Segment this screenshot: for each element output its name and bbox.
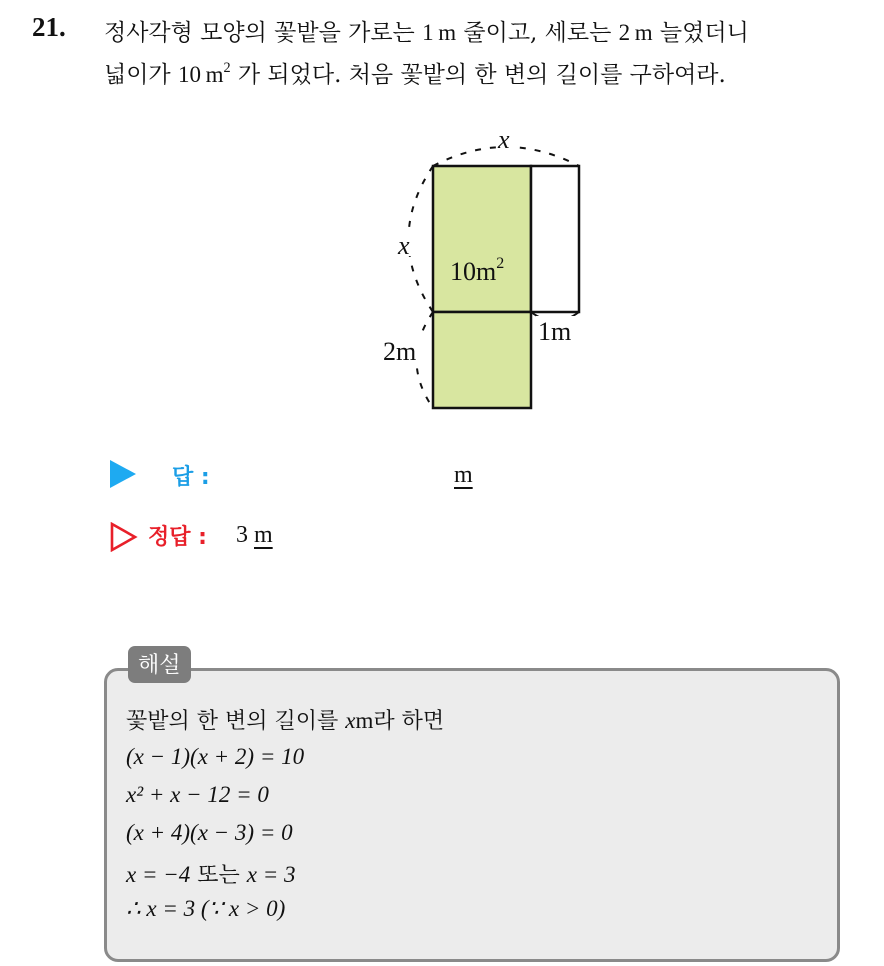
question-value: 1	[422, 20, 434, 45]
question-text-part: 줄이고, 세로는	[456, 20, 619, 46]
question-unit: m	[438, 20, 457, 45]
solution-equation: x = −4	[126, 862, 191, 887]
solution-equation: x = 3	[246, 862, 296, 887]
question-value: 2	[618, 20, 631, 45]
question-number: 21.	[32, 12, 66, 42]
left-x-label: x	[398, 231, 410, 260]
solution-variable: x	[345, 708, 356, 733]
solution-unit: m	[355, 708, 374, 733]
solution-text-part: 또는	[190, 863, 247, 888]
garden-top-area	[433, 166, 531, 312]
solution-line-4: (x + 4)(x − 3) = 0	[126, 820, 293, 845]
question-text-line2	[104, 56, 726, 89]
area-label	[450, 255, 504, 286]
correct-arrow-icon	[110, 522, 138, 552]
question-text-line1	[104, 14, 749, 47]
bottom-left-2m-label: 2m	[383, 337, 417, 366]
answer-unit: m	[454, 462, 473, 488]
question-value: 10	[177, 62, 201, 87]
top-x-label: x	[498, 125, 510, 154]
correct-answer-unit: m	[254, 522, 273, 548]
solution-line-5	[126, 858, 295, 889]
question-unit: m	[634, 20, 653, 45]
removed-strip	[531, 166, 579, 312]
area-label-value: 10m	[450, 257, 497, 286]
solution-text-part: 꽃밭의 한 변의 길이를	[126, 709, 346, 734]
question-text-part: 가 되었다. 처음 꽃밭의 한 변의 길이를 구하여라.	[230, 62, 726, 88]
garden-figure	[370, 120, 610, 420]
solution-line-1	[126, 704, 444, 735]
answer-arrow-icon	[110, 460, 136, 488]
question-text-part: 정사각형 모양의 꽃밭을 가로는	[104, 20, 423, 46]
answer-label: 답 :	[172, 465, 210, 490]
solution-text-part: 라 하면	[373, 709, 445, 734]
question-text-part: 넓이가	[104, 62, 178, 88]
correct-answer-label: 정답 :	[148, 525, 207, 550]
question-unit: m	[205, 62, 224, 87]
correct-answer	[236, 522, 273, 549]
correct-answer-value: 3	[236, 522, 248, 548]
solution-tab: 해설	[128, 646, 191, 683]
right-1m-label: 1m	[538, 317, 572, 346]
question-exponent: 2	[223, 60, 231, 77]
question-text-part: 늘였더니	[652, 20, 749, 46]
solution-line-6: ∴ x = 3 (∵ x > 0)	[126, 896, 286, 921]
solution-line-3: x² + x − 12 = 0	[126, 782, 269, 807]
solution-line-2: (x − 1)(x + 2) = 10	[126, 744, 305, 769]
area-label-exponent: 2	[496, 255, 505, 272]
garden-bottom-extension	[433, 312, 531, 408]
